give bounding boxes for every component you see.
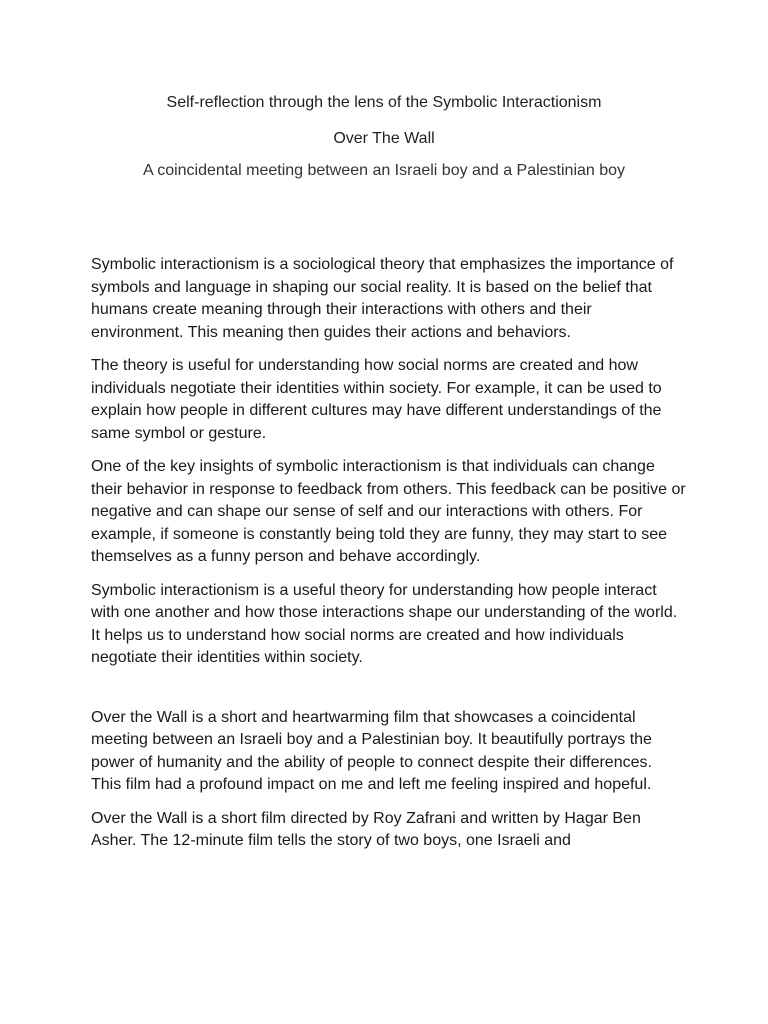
paragraph-4: Symbolic interactionism is a useful theory for understanding how people interact with one another and how those interactions shape our understanding of the world. It helps us to understand how social norms are created and how individuals negotiate their identities within society. (91, 581, 678, 666)
paragraph-6: Over the Wall is a short film directed by Roy Zafrani and written by Hagar Ben Asher. The 12-minute film tells the story of two boys, one Israeli and (91, 809, 641, 849)
paragraph-5: Over the Wall is a short and heartwarming film that showcases a coincidental meeting between an Israeli boy and a Palestinian boy. It beautifully portrays the power of humanity and the ability of people to connect despite their differences. This film had a profound impact on me and left me feeling inspired and hopeful. (91, 708, 652, 793)
paragraph-3: One of the key insights of symbolic interactionism is that individuals can change their behavior in response to feedback from others. This feedback can be positive or negative and can shape our sense of self and our interactions with others. For example, if someone is constantly being told they are funny, they may start to see themselves as a funny person and behave accordingly. (91, 458, 686, 565)
document-body (91, 254, 686, 864)
document-header (0, 93, 768, 181)
document-subtitle: A coincidental meeting between an Israeli boy and a Palestinian boy (142, 162, 626, 179)
film-title: Over The Wall (333, 130, 435, 147)
paragraph-2: The theory is useful for understanding how social norms are created and how individuals negotiate their identities within society. For example, it can be used to explain how people in different cultures may have different understandings of the same symbol or gesture. (91, 357, 662, 442)
paragraph-1: Symbolic interactionism is a sociological theory that emphasizes the importance of symbols and language in shaping our social reality. It is based on the belief that humans create meaning through their interactions with others and their environment. This meaning then guides their actions and behaviors. (91, 256, 674, 341)
document-title: Self-reflection through the lens of the Symbolic Interactionism (166, 94, 602, 111)
